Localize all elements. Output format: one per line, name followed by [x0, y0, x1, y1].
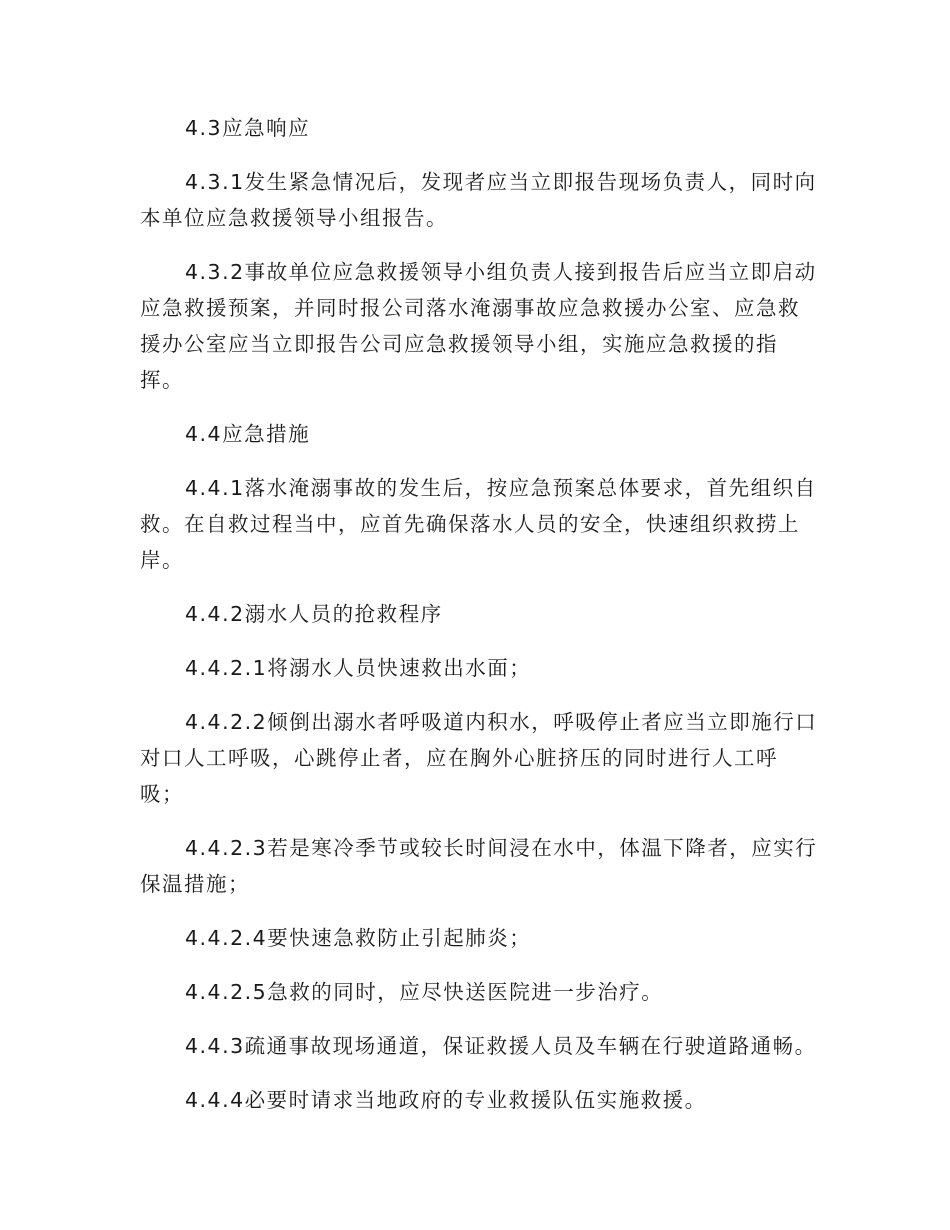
- paragraph-4-4-4: 4.4.4必要时请求当地政府的专业救援队伍实施救援。: [185, 1088, 707, 1112]
- section-heading-4-3: 4.3应急响应: [185, 116, 311, 140]
- subsection-heading-4-4-2: 4.4.2溺水人员的抢救程序: [185, 602, 443, 626]
- paragraph-4-4-3: 4.4.3疏通事故现场通道，保证救援人员及车辆在行驶道路通畅。: [185, 1034, 817, 1058]
- section-heading-4-4: 4.4应急措施: [185, 422, 311, 446]
- paragraph-4-3-2: 4.3.2事故单位应急救援领导小组负责人接到报告后应当立即启动应急救援预案，并同时报公司落水淹溺事故应急救援办公室、应急救援办公室应当立即报告公司应急救援领导小组，实施应急救援的指挥。: [140, 260, 817, 392]
- paragraph-4-4-2-3: 4.4.2.3若是寒冷季节或较长时间浸在水中，体温下降者，应实行保温措施；: [140, 836, 818, 896]
- paragraph-4-4-2-1: 4.4.2.1将溺水人员快速救出水面；: [185, 656, 532, 680]
- paragraph-4-4-1: 4.4.1落水淹溺事故的发生后，按应急预案总体要求，首先组织自救。在自救过程当中，应首先确保落水人员的安全，快速组织救捞上岸。: [140, 476, 817, 572]
- paragraph-4-3-1: 4.3.1发生紧急情况后，发现者应当立即报告现场负责人，同时向本单位应急救援领导小组报告。: [140, 170, 817, 230]
- paragraph-4-4-2-4: 4.4.2.4要快速急救防止引起肺炎；: [185, 926, 532, 950]
- paragraph-4-4-2-5: 4.4.2.5急救的同时，应尽快送医院进一步治疗。: [185, 980, 664, 1004]
- paragraph-4-4-2-2: 4.4.2.2倾倒出溺水者呼吸道内积水，呼吸停止者应当立即施行口对口人工呼吸，心跳停止者，应在胸外心脏挤压的同时进行人工呼吸；: [140, 710, 818, 806]
